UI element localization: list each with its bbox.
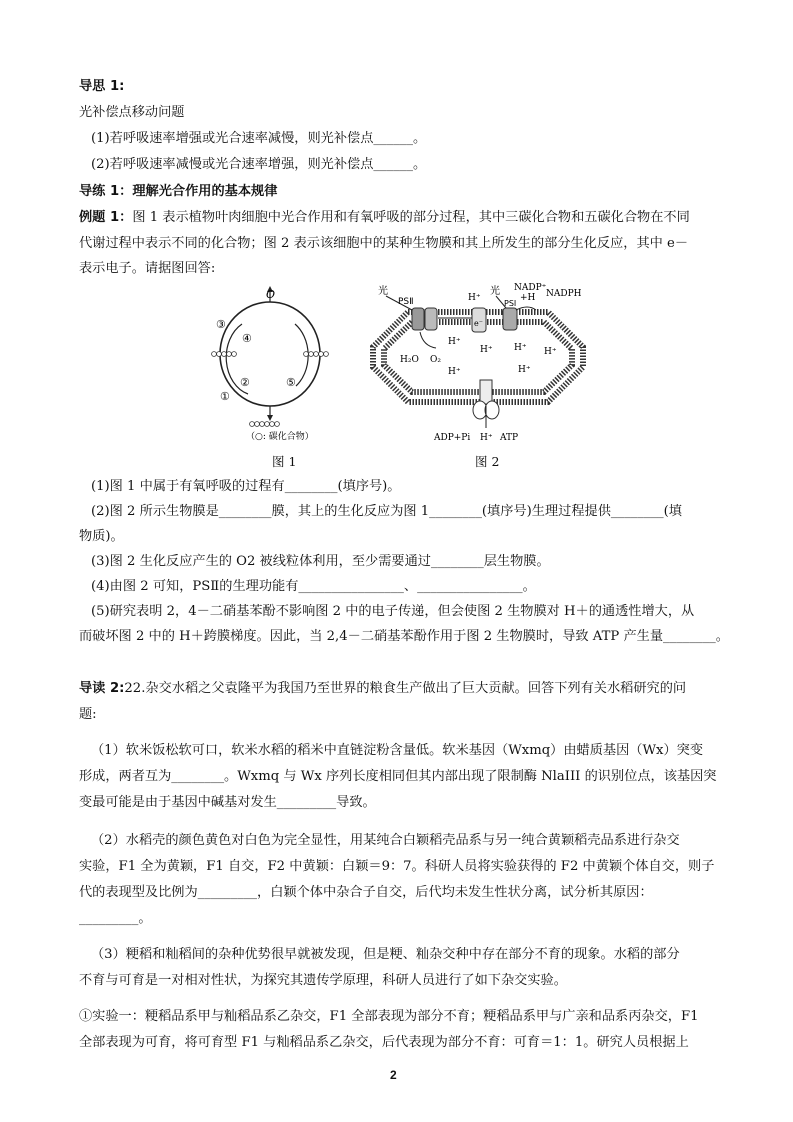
section3-intro-line2: 题: <box>79 707 97 722</box>
example1-intro-line2: 代谢过程中表示不同的化合物；图 2 表示该细胞中的某种生物膜和其上所发生的部分生化反应，其中 e－ <box>79 236 689 251</box>
figure2-adp-label: ADP+Pi <box>434 433 471 443</box>
question-2-line1: (2)图 2 所示生物膜是________膜，其上的生化反应为图 1________(填序号)生理过程提供________(填 <box>91 504 682 519</box>
section3-p2-line2: 实验，F1 全为黄颖，F1 自交，F2 中黄颖：白颖＝9：7。科研人员将实验获得的 F2 中黄颖个体自交，则子 <box>79 859 715 874</box>
example1-intro-line3: 表示电子。请据图回答: <box>79 261 216 276</box>
section1-question-2: (2)若呼吸速率减慢或光合速率增强，则光补偿点______。 <box>91 157 427 172</box>
figure2-electron-label: e⁻ <box>474 319 483 328</box>
figure2-hplus-inner-3: H⁺ <box>514 343 527 353</box>
question-4: (4)由图 2 可知，PSⅡ的生理功能有________________、________________。 <box>91 579 536 594</box>
section3-p3-line1: （3）粳稻和籼稻间的杂种优势很早就被发现，但是粳、籼杂交种中存在部分不育的现象。水稻的部分 <box>91 947 680 962</box>
figure1-left-molecules <box>212 352 237 357</box>
figure2-atp-label: ATP <box>500 433 519 443</box>
figure2-hplus-inner-6: H⁺ <box>518 365 531 375</box>
figure2-diagram <box>368 282 590 448</box>
section1-topic: 光补偿点移动问题 <box>79 105 185 120</box>
figure2-psii <box>412 308 424 330</box>
figure2-psii-b <box>425 308 437 330</box>
question-1: (1)图 1 中属于有氧呼吸的过程有________(填序号)。 <box>91 479 401 494</box>
figure2-psi <box>503 308 517 330</box>
figure1-bottom-molecules <box>250 422 280 427</box>
figure2-psi-label: PSI <box>504 299 517 308</box>
example1-intro-line1 <box>79 209 690 227</box>
example1-intro-text: 图 1 表示植物叶肉细胞中光合作用和有氧呼吸的部分过程，其中三碳化合物和五碳化合物在不同 <box>132 210 690 225</box>
section3-intro-line1 <box>79 680 686 698</box>
figure2-nadp-label: NADP⁺ <box>514 283 547 293</box>
figure2-hplus-inner-2: H⁺ <box>480 345 493 355</box>
section1-heading: 导思 1: <box>79 79 125 94</box>
figure2-psii-label: PSⅡ <box>398 297 414 307</box>
section3-intro-text: 22.杂交水稻之父袁隆平为我国乃至世界的粮食生产做出了巨大贡献。回答下列有关水稻研究的问 <box>124 681 687 696</box>
figure2-plus-h-label: +H <box>520 293 536 303</box>
figure1-o-label: O <box>266 288 276 301</box>
section3-p1-line3: 变最可能是由于基因中碱基对发生_________导致。 <box>79 795 376 810</box>
section3-p3-line2: 不育与可育是一对相对性状，为探究其遗传学原理，科研人员进行了如下杂交实验。 <box>79 973 567 988</box>
question-3: (3)图 2 生化反应产生的 O2 被线粒体利用，至少需要通过________层生物膜。 <box>91 554 550 569</box>
question-5-line2: 而破坏图 2 中的 H＋跨膜梯度。因此，当 2,4－二硝基苯酚作用于图 2 生物膜时，导致 ATP 产生量________。 <box>79 629 729 644</box>
section3-p4-line1: ①实验一：粳稻品系甲与籼稻品系乙杂交，F1 全部表现为部分不育；粳稻品系甲与广亲和品系丙杂交，F1 <box>79 1009 699 1024</box>
figure1-diagram <box>210 284 350 444</box>
section3-p2-line4: _________。 <box>79 911 152 926</box>
figure1-label-3: ③ <box>216 318 226 331</box>
figure2-light-label-1: 光 <box>378 286 388 297</box>
figure1-label-5: ⑤ <box>286 376 296 389</box>
example1-label: 例题 1： <box>79 210 133 225</box>
figure2-caption: 图 2 <box>475 454 500 469</box>
section3-p4-line2: 全部表现为可育，将可育型 F1 与籼稻品系乙杂交，后代表现为部分不育：可育＝1：1。研究人员根据上 <box>79 1035 689 1050</box>
section3-p1-line2: 形成，两者互为________。Wxmq 与 Wx 序列长度相同但其内部出现了限制酶 NlaIII 的识别位点，该基因突 <box>79 769 717 784</box>
figure2-atp-synthase-head <box>485 401 499 419</box>
figure2-water-arrow <box>420 332 436 348</box>
figure1-legend: （○: 碳化合物） <box>246 432 314 442</box>
figure2-hplus-inner-4: H⁺ <box>544 347 557 357</box>
page-number: 2 <box>390 1068 397 1082</box>
figure1-label-1: ① <box>220 390 230 403</box>
figure1-label-2: ② <box>240 376 250 389</box>
section3-p2-line1: （2）水稻壳的颜色黄色对白色为完全显性，用某纯合白颖稻壳品系与另一纯合黄颖稻壳品系进行杂交 <box>91 833 680 848</box>
figure2-light-label-2: 光 <box>490 286 500 297</box>
section1-question-1: (1)若呼吸速率增强或光合速率减慢，则光补偿点______。 <box>91 131 427 146</box>
question-5-line1: (5)研究表明 2，4－二硝基苯酚不影响图 2 中的电子传递，但会使图 2 生物膜对 H＋的通透性增大，从 <box>91 604 695 619</box>
section3-p2-line3: 代的表现型及比例为_________，白颖个体中杂合子自交，后代均未发生性状分离，试分析其原因： <box>79 885 653 900</box>
section3-heading: 导读 2: <box>79 681 125 696</box>
figure1-right-molecules <box>304 352 329 357</box>
figure1-arrowhead <box>267 415 273 421</box>
figure2-hplus-top: H⁺ <box>468 293 481 303</box>
figure2-hplus-inner-5: H⁺ <box>448 367 461 377</box>
question-2-line2: 物质)。 <box>79 529 124 544</box>
figure2-nadph-label: NADPH <box>546 289 582 299</box>
figure1-label-4: ④ <box>242 332 252 345</box>
section3-p1-line1: （1）软米饭松软可口，软米水稻的稻米中直链淀粉含量低。软米基因（Wxmq）由蜡质基因（Wx）突变 <box>91 743 704 758</box>
figure2-hplus-inner-1: H⁺ <box>448 337 461 347</box>
section2-heading: 导练 1：理解光合作用的基本规律 <box>79 184 278 199</box>
figure2-hplus-bottom: H⁺ <box>480 433 493 443</box>
figure2-atp-synthase <box>480 380 492 404</box>
figure1-caption: 图 1 <box>272 454 297 469</box>
figure2-h2o-label: H₂O <box>400 355 419 365</box>
figure2-o2-label: O₂ <box>430 355 441 365</box>
